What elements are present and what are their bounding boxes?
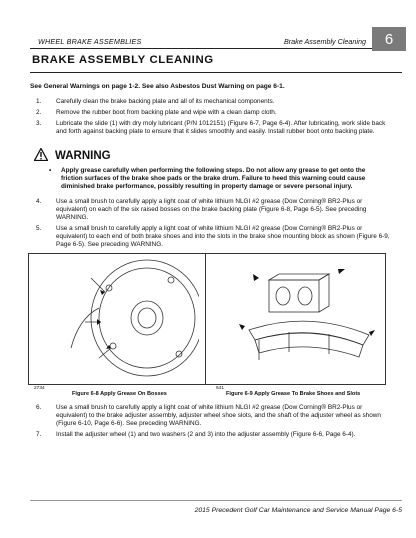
figure-number: 641	[216, 386, 225, 391]
intro-note: See General Warnings on page 1-2. See also Asbestos Dust Warning on page 6-1.	[30, 83, 285, 90]
header-right: Brake Assembly Cleaning	[283, 37, 366, 46]
title-rule	[30, 72, 402, 73]
steps-list-c	[30, 404, 390, 442]
warning-text: • Apply grease carefully when performing the following steps. Do not allow any grease to get onto the friction surfaces of the brake shoe pads or the brake drum. Failure to heed this warning could cause diminished brake performance, possibly resulting in property damage or severe personal injury.	[49, 167, 366, 190]
figure-caption: Figure 6-9 Apply Grease To Brake Shoes and Slots	[226, 391, 361, 397]
steps-list-a	[30, 98, 390, 139]
list-item: 3. Lubricate the slide (1) with dry moly lubricant (P/N 1012151) (Figure 6-7, Page 6-4). After lubricating, work slide back and forth against backing plate to ensure that it slides smoothly and easily. Install rubber boot onto backing plate.	[36, 120, 386, 135]
footer-rule	[30, 500, 402, 501]
list-item: 2. Remove the rubber boot from backing plate and wipe with a clean damp cloth.	[36, 109, 277, 116]
page-title: BRAKE ASSEMBLY CLEANING	[32, 54, 214, 66]
warning-triangle-icon	[34, 148, 48, 164]
chapter-tab: 6	[372, 27, 406, 51]
warning-heading	[34, 148, 111, 164]
list-item: 1. Carefully clean the brake backing plate and all of its mechanical components.	[36, 98, 275, 105]
figure-caption: Figure 6-8 Apply Grease On Bosses	[72, 391, 167, 397]
figure-panel	[28, 253, 386, 385]
brake-shoe-illustration	[219, 260, 379, 378]
page-footer: 2015 Precedent Golf Car Maintenance and Service Manual Page 6-5	[194, 507, 402, 514]
list-item: 6. Use a small brush to carefully apply a light coat of white lithium NLGI #2 grease (Dow Corning® BR2-Plus or equivalent) to the brake adjuster assembly, adjuster wheel shoe slots, and the shaft of the adjuster wheel as shown (Figure 6-10, Page 6-6). See preceding WARNING.	[36, 404, 381, 427]
backing-plate-illustration	[69, 258, 199, 378]
header-rule	[30, 48, 372, 49]
list-item: 5. Use a small brush to carefully apply a light coat of white lithium NLGI #2 grease (Dow Corning® BR2-Plus or equivalent) to each end of both brake shoes and into the slots in the brake shoe mounting block as shown (Figure 6-9, Page 6-5). See preceding WARNING.	[36, 225, 390, 248]
warning-title: WARNING	[55, 150, 111, 162]
figure-number: 2734	[34, 386, 45, 391]
header-left: WHEEL BRAKE ASSEMBLIES	[38, 37, 142, 46]
list-item: 7. Install the adjuster wheel (1) and two washers (2 and 3) into the adjuster assembly (Figure 6-6, Page 6-4).	[36, 431, 356, 438]
list-item: 4. Use a small brush to carefully apply a light coat of white lithium NLGI #2 grease (Dow Corning® BR2-Plus or equivalent) on each of the six raised bosses on the brake backing plate (Figure 6-8, Page 6-5). See preceding WARNING.	[36, 198, 367, 221]
steps-list-b	[30, 198, 390, 252]
